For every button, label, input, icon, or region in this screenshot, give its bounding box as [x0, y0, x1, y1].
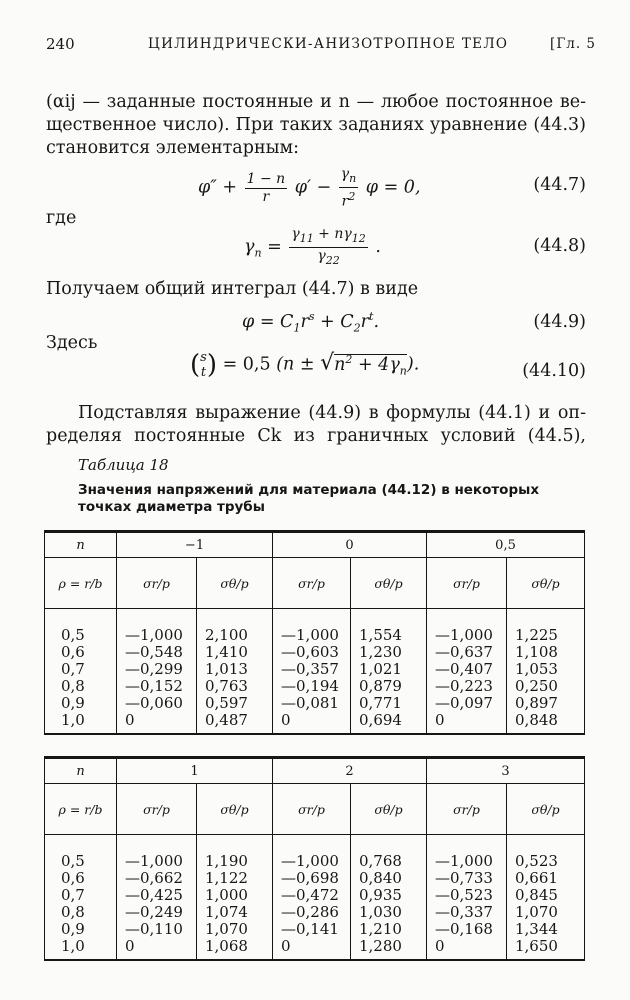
cell: —0,425: [125, 886, 183, 904]
value-column: [427, 609, 507, 735]
value-column: [507, 835, 585, 961]
value-column: [507, 609, 585, 735]
header-sigma-theta: σθ/p: [507, 784, 585, 835]
cell: 0,7: [61, 660, 85, 678]
rho-column: [45, 835, 117, 961]
here-word: Здесь: [46, 333, 98, 353]
cell: —1,000: [435, 626, 493, 644]
cell: 0: [281, 711, 291, 729]
header-n: n: [45, 758, 117, 784]
cell: 1,013: [205, 660, 248, 678]
cell: —0,698: [281, 869, 339, 887]
equation-44-10: (s t) = 0,5 $(n \pm √n^2 + 4\gamma_n)$.: [190, 350, 420, 380]
cell: —0,249: [125, 903, 183, 921]
where-word: где: [46, 208, 77, 228]
cell: 1,070: [515, 903, 558, 921]
header-sigma-r: σr/p: [117, 784, 197, 835]
cell: —0,168: [435, 920, 493, 938]
cell: 0,8: [61, 677, 85, 695]
header-sigma-r: σr/p: [427, 558, 507, 609]
running-title: ЦИЛИНДРИЧЕСКИ-АНИЗОТРОПНОЕ ТЕЛО: [148, 36, 509, 52]
cell: 1,0: [61, 711, 85, 729]
cell: 0,9: [61, 920, 85, 938]
cell: —0,733: [435, 869, 493, 887]
paragraph-line: (αij — заданные постоянные и n — любое постоянное ве-: [46, 92, 586, 112]
equation-44-7: φ″ + $\frac{1 - n}{r}$ φ′ − $\frac{\gamma_n}{r^2}$ φ = 0,: [198, 166, 421, 210]
cell: 1,190: [205, 852, 248, 870]
cell: —1,000: [281, 852, 339, 870]
cell: 0,694: [359, 711, 402, 729]
value-column: [351, 609, 427, 735]
paragraph-line: щественное число). При таких заданиях уравнение (44.3): [46, 115, 586, 135]
cell: 1,0: [61, 937, 85, 955]
header-rho: ρ = r/b: [45, 558, 117, 609]
cell: —1,000: [125, 852, 183, 870]
cell: —0,548: [125, 643, 183, 661]
equation-44-8: $\gamma_n$ = $\frac{\gamma_{11} + n\gamma_{12}}{\gamma_{22}}$ .: [244, 226, 381, 267]
cell: 1,070: [205, 920, 248, 938]
cell: —0,472: [281, 886, 339, 904]
cell: 1,650: [515, 937, 558, 955]
rho-column: [45, 609, 117, 735]
cell: 1,344: [515, 920, 558, 938]
header-n-value: 2: [273, 758, 427, 784]
cell: —0,152: [125, 677, 183, 695]
cell: 2,100: [205, 626, 248, 644]
cell: 0,9: [61, 694, 85, 712]
cell: 1,068: [205, 937, 248, 955]
header-sigma-r: σr/p: [273, 558, 351, 609]
header-sigma-r: σr/p: [117, 558, 197, 609]
cell: 0,5: [61, 852, 85, 870]
cell: 0,250: [515, 677, 558, 695]
cell: —1,000: [281, 626, 339, 644]
paragraph-line: становится элементарным:: [46, 138, 300, 158]
value-column: [117, 835, 197, 961]
value-column: [197, 609, 273, 735]
cell: 0,840: [359, 869, 402, 887]
paragraph-line: Подставляя выражение (44.9) в формулы (44.1) и оп-: [78, 403, 586, 423]
cell: —0,223: [435, 677, 493, 695]
header-n-value: 1: [117, 758, 273, 784]
cell: —0,060: [125, 694, 183, 712]
cell: —0,603: [281, 643, 339, 661]
chapter-ref: [Гл. 5: [550, 36, 596, 52]
cell: 0: [435, 711, 445, 729]
table-title: Значения напряжений для материала (44.12) в некоторых точках диаметра трубы: [78, 482, 540, 515]
cell: 0,7: [61, 886, 85, 904]
cell: 0: [281, 937, 291, 955]
cell: 0,771: [359, 694, 402, 712]
stress-table-part-1: [44, 530, 585, 735]
stress-table-part-2: [44, 756, 585, 961]
cell: 1,074: [205, 903, 248, 921]
cell: —0,194: [281, 677, 339, 695]
cell: 0: [435, 937, 445, 955]
cell: 1,021: [359, 660, 402, 678]
cell: 1,000: [205, 886, 248, 904]
cell: 0,661: [515, 869, 558, 887]
cell: 0,897: [515, 694, 558, 712]
cell: 1,554: [359, 626, 402, 644]
cell: 0,845: [515, 886, 558, 904]
cell: —0,407: [435, 660, 493, 678]
table-caption: Таблица 18: [78, 456, 169, 474]
value-column: [427, 835, 507, 961]
cell: —0,337: [435, 903, 493, 921]
cell: 0,763: [205, 677, 248, 695]
cell: 0,848: [515, 711, 558, 729]
cell: —0,523: [435, 886, 493, 904]
cell: 0,523: [515, 852, 558, 870]
header-sigma-theta: σθ/p: [197, 558, 273, 609]
value-column: [273, 835, 351, 961]
header-sigma-theta: σθ/p: [507, 558, 585, 609]
cell: —0,141: [281, 920, 339, 938]
cell: 0,935: [359, 886, 402, 904]
cell: 1,225: [515, 626, 558, 644]
paragraph-line: Получаем общий интеграл (44.7) в виде: [46, 279, 419, 299]
cell: 0,5: [61, 626, 85, 644]
value-column: [351, 835, 427, 961]
cell: —1,000: [435, 852, 493, 870]
cell: 0,8: [61, 903, 85, 921]
cell: 0,6: [61, 869, 85, 887]
running-head: [46, 35, 596, 57]
value-column: [197, 835, 273, 961]
header-sigma-r: σr/p: [273, 784, 351, 835]
cell: —0,357: [281, 660, 339, 678]
equation-number: (44.7): [533, 175, 586, 195]
equation-number: (44.8): [533, 236, 586, 256]
cell: 1,230: [359, 643, 402, 661]
cell: —0,097: [435, 694, 493, 712]
header-n-value: 0,5: [427, 532, 585, 558]
cell: —0,662: [125, 869, 183, 887]
cell: —0,286: [281, 903, 339, 921]
value-column: [117, 609, 197, 735]
page-number: 240: [46, 35, 75, 53]
cell: 1,108: [515, 643, 558, 661]
cell: 0,768: [359, 852, 402, 870]
equation-number: (44.9): [533, 312, 586, 332]
cell: 0: [125, 937, 135, 955]
header-n-value: 0: [273, 532, 427, 558]
paragraph-line: ределяя постоянные Ck из граничных условий (44.5),: [46, 426, 586, 446]
cell: 1,030: [359, 903, 402, 921]
header-n: n: [45, 532, 117, 558]
cell: 1,210: [359, 920, 402, 938]
cell: —0,299: [125, 660, 183, 678]
header-rho: ρ = r/b: [45, 784, 117, 835]
header-n-value: 3: [427, 758, 585, 784]
cell: —0,110: [125, 920, 183, 938]
header-n-value: −1: [117, 532, 273, 558]
cell: 1,410: [205, 643, 248, 661]
header-sigma-theta: σθ/p: [197, 784, 273, 835]
cell: 0: [125, 711, 135, 729]
cell: 0,6: [61, 643, 85, 661]
cell: —0,637: [435, 643, 493, 661]
equation-44-9: $\varphi = C_1r^s + C_2r^t$.: [242, 310, 380, 335]
header-sigma-r: σr/p: [427, 784, 507, 835]
cell: 0,597: [205, 694, 248, 712]
equation-number: (44.10): [522, 361, 586, 381]
cell: 1,280: [359, 937, 402, 955]
header-sigma-theta: σθ/p: [351, 784, 427, 835]
cell: —1,000: [125, 626, 183, 644]
value-column: [273, 609, 351, 735]
cell: —0,081: [281, 694, 339, 712]
cell: 1,053: [515, 660, 558, 678]
cell: 1,122: [205, 869, 248, 887]
cell: 0,879: [359, 677, 402, 695]
cell: 0,487: [205, 711, 248, 729]
header-sigma-theta: σθ/p: [351, 558, 427, 609]
